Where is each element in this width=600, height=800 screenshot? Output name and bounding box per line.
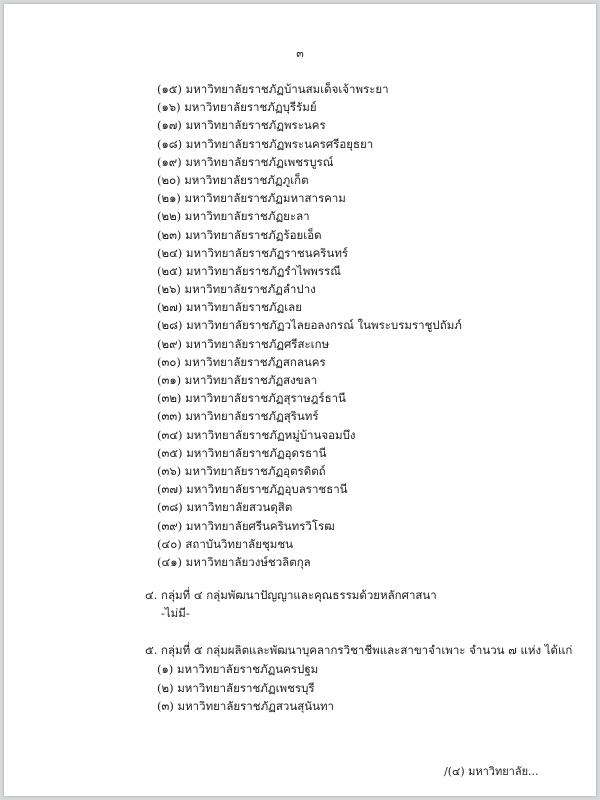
list-item: (๓๔) มหาวิทยาลัยราชภัฏหมู่บ้านจอมบึง: [157, 427, 356, 442]
list-item: (๒๒) มหาวิทยาลัยราชภัฏยะลา: [157, 209, 310, 224]
list-item: (๓๒) มหาวิทยาลัยราชภัฏสุราษฎร์ธานี: [157, 391, 346, 406]
group5-heading: ๕. กลุ่มที่ ๕ กลุ่มผลิตและพัฒนาบุคลากรวิชาชีพและสาขาจำเพาะ จำนวน ๗ แห่ง ได้แก่: [145, 643, 573, 657]
list-item: (๒๑) มหาวิทยาลัยราชภัฏมหาสารคาม: [157, 191, 346, 206]
group5-list: [157, 660, 334, 716]
list-item: (๓๑) มหาวิทยาลัยราชภัฏสงขลา: [157, 373, 318, 387]
list-item: (๓๖) มหาวิทยาลัยราชภัฏอุตรดิตถ์: [157, 463, 326, 478]
university-list: [157, 80, 462, 571]
list-item: (๑) มหาวิทยาลัยราชภัฏนครปฐม: [157, 662, 319, 676]
list-item: (๒๙) มหาวิทยาลัยราชภัฏศรีสะเกษ: [157, 336, 330, 351]
document-page: [4, 4, 596, 796]
list-item: (๔๑) มหาวิทยาลัยวงษ์ชวลิตกุล: [157, 554, 311, 569]
list-item: (๒๘) มหาวิทยาลัยราชภัฏวไลยอลงกรณ์ ในพระบรมราชูปถัมภ์: [157, 318, 462, 333]
list-item: (๑๖) มหาวิทยาลัยราชภัฏบุรีรัมย์: [157, 100, 317, 115]
list-item: (๓๙) มหาวิทยาลัยศรีนครินทรวิโรฒ: [157, 518, 335, 533]
list-item: (๒๐) มหาวิทยาลัยราชภัฏภูเก็ต: [157, 172, 309, 187]
group4-heading: ๔. กลุ่มที่ ๔ กลุ่มพัฒนาปัญญาและคุณธรรมด้วยหลักศาสนา: [145, 588, 437, 602]
list-item: (๑๙) มหาวิทยาลัยราชภัฏเพชรบูรณ์: [157, 154, 334, 169]
group4-note: -ไม่มี-: [161, 606, 190, 620]
list-item: (๔๐) สถาบันวิทยาลัยชุมชน: [157, 536, 294, 551]
list-item: (๓) มหาวิทยาลัยราชภัฏสวนสุนันทา: [157, 699, 334, 713]
list-item: (๒๕) มหาวิทยาลัยราชภัฏรำไพพรรณี: [157, 263, 341, 278]
list-item: (๒๓) มหาวิทยาลัยราชภัฏร้อยเอ็ด: [157, 227, 322, 242]
list-item: (๑๕) มหาวิทยาลัยราชภัฏบ้านสมเด็จเจ้าพระยา: [157, 82, 389, 96]
list-item: (๓๓) มหาวิทยาลัยราชภัฏสุรินทร์: [157, 409, 319, 424]
list-item: (๒) มหาวิทยาลัยราชภัฏเพชรบุรี: [157, 680, 315, 695]
list-item: (๓๗) มหาวิทยาลัยราชภัฏอุบลราชธานี: [157, 482, 348, 497]
list-item: (๓๐) มหาวิทยาลัยราชภัฏสกลนคร: [157, 354, 326, 369]
group4-section: [145, 586, 437, 622]
list-item: (๒๔) มหาวิทยาลัยราชภัฏราชนครินทร์: [157, 245, 349, 260]
list-item: (๑๘) มหาวิทยาลัยราชภัฏพระนครศรีอยุธยา: [157, 136, 374, 151]
list-item: (๓๕) มหาวิทยาลัยราชภัฏอุดรธานี: [157, 445, 327, 460]
page-number: ๓: [296, 47, 304, 60]
continuation-footer: /(๔) มหาวิทยาลัย...: [444, 765, 539, 778]
list-item: (๒๖) มหาวิทยาลัยราชภัฏลำปาง: [157, 282, 316, 297]
list-item: (๓๘) มหาวิทยาลัยสวนดุสิต: [157, 500, 293, 515]
list-item: (๑๗) มหาวิทยาลัยราชภัฏพระนคร: [157, 118, 326, 133]
list-item: (๒๗) มหาวิทยาลัยราชภัฏเลย: [157, 300, 302, 315]
group5-section: [145, 641, 572, 659]
